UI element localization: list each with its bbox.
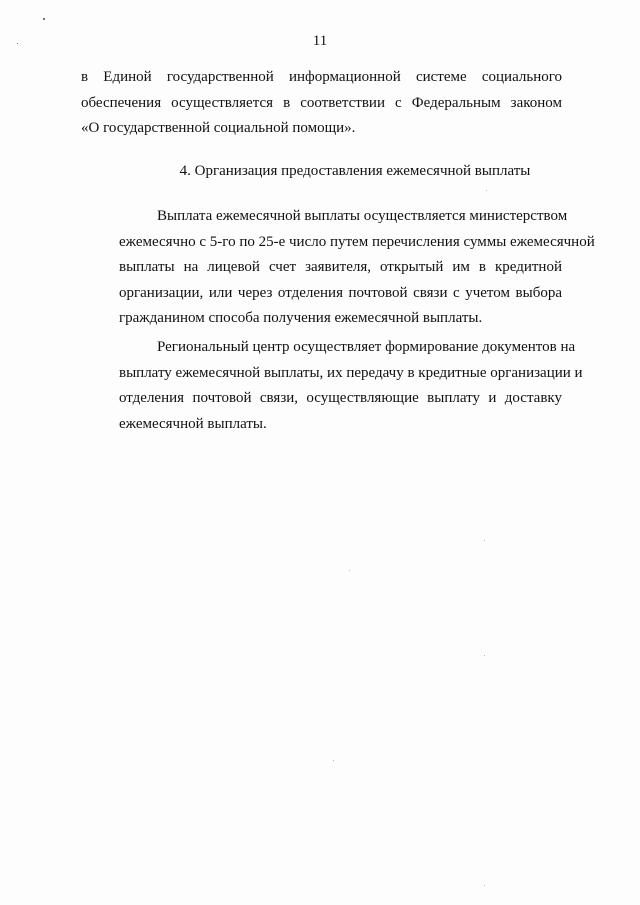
paragraph-line: обеспечения осуществляется в соответствии с Федеральным законом <box>81 94 562 111</box>
paragraph-line: ежемесячно с 5-го по 25-е число путем перечисления суммы ежемесячной <box>119 233 595 250</box>
scan-speck <box>43 18 45 20</box>
paragraph-line: выплаты на лицевой счет заявителя, открытый им в кредитной <box>119 259 562 275</box>
paragraph-line: выплату ежемесячной выплаты, их передачу в кредитные организации и <box>119 364 583 381</box>
scan-speck <box>486 190 487 191</box>
paragraph-line: «О государственной социальной помощи». <box>81 120 356 136</box>
scan-speck <box>484 540 485 541</box>
paragraph-line: организации, или через отделения почтовой связи с учетом выбора <box>119 284 562 301</box>
paragraph-line: Выплата ежемесячной выплаты осуществляется министерством <box>157 208 568 224</box>
paragraph-line: в Единой государственной информационной системе социального <box>81 69 562 85</box>
paragraph-line: отделения почтовой связи, осуществляющие выплату и доставку <box>119 390 562 406</box>
scan-speck <box>349 570 350 571</box>
scan-speck <box>484 885 485 886</box>
scan-speck <box>484 655 485 656</box>
page-number: 11 <box>312 33 328 49</box>
paragraph-3 <box>81 335 583 437</box>
paragraph-line: ежемесячной выплаты. <box>119 415 267 432</box>
section-heading: 4. Организация предоставления ежемесячной выплаты <box>179 163 531 179</box>
paragraph-line: Региональный центр осуществляет формирование документов на <box>157 339 576 355</box>
paragraph-2 <box>81 204 595 332</box>
paragraph-line: гражданином способа получения ежемесячной выплаты. <box>119 310 483 326</box>
paragraph-1 <box>81 65 562 142</box>
scan-speck <box>333 760 334 761</box>
